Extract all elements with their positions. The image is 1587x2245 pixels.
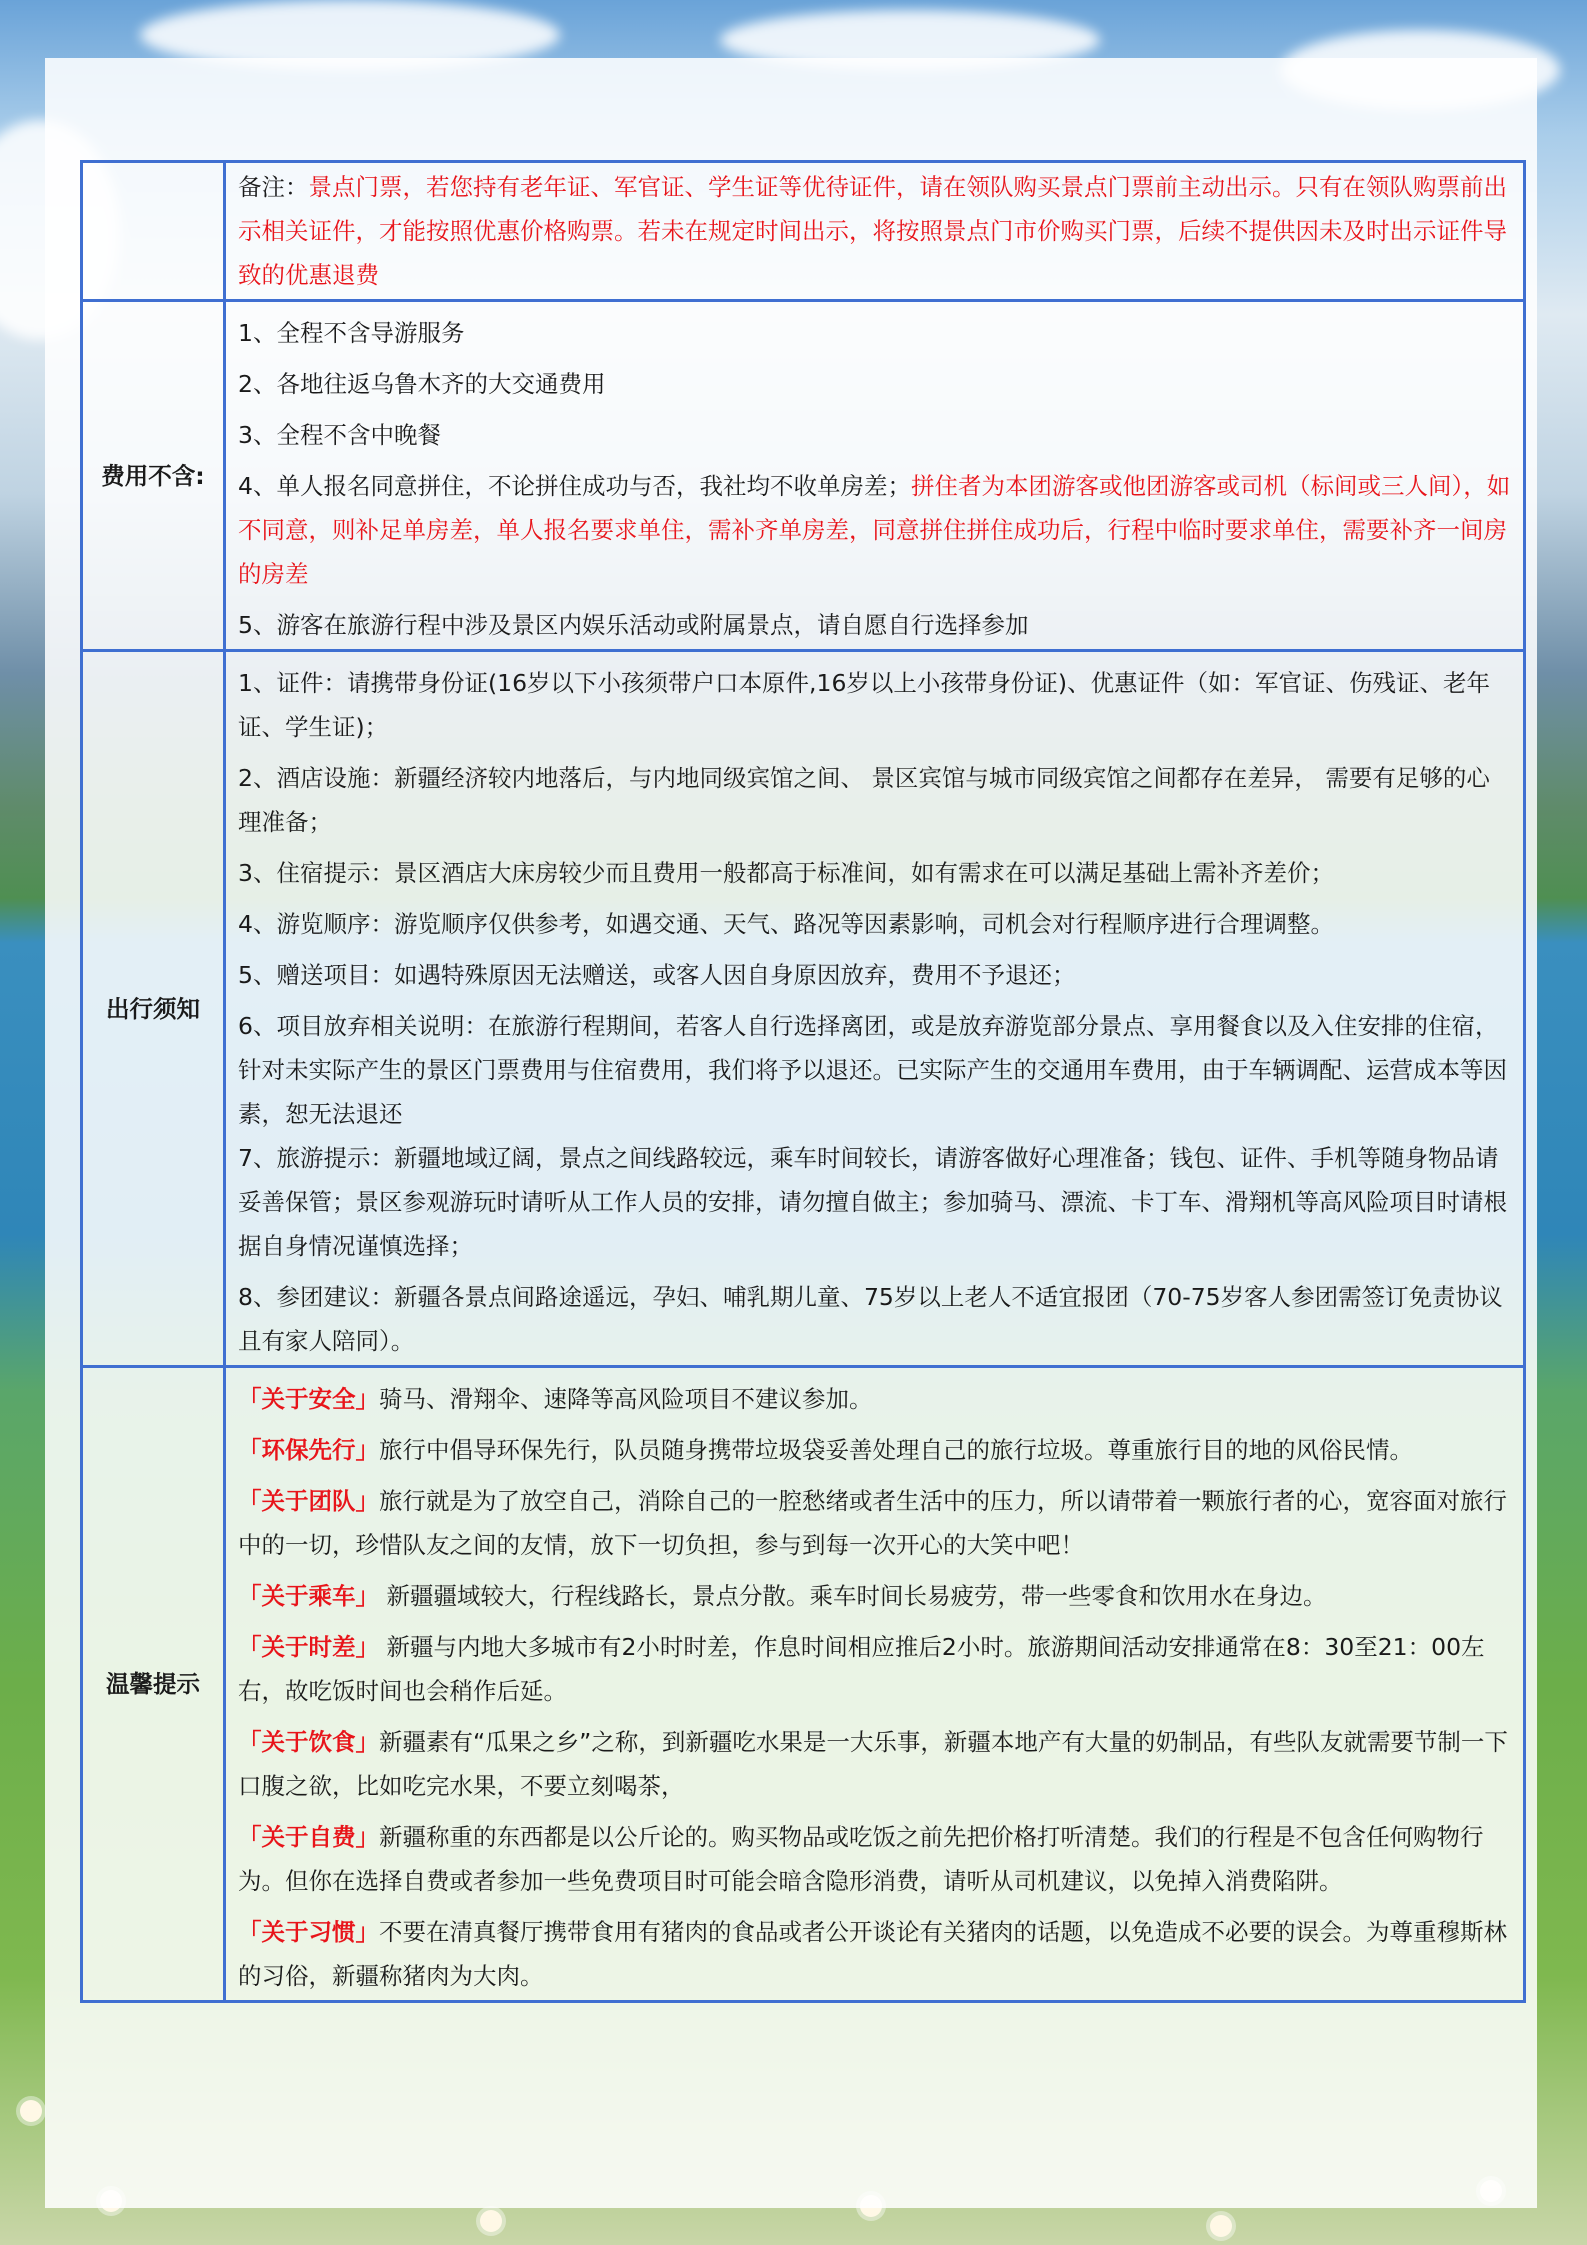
tip-item [238,1720,1513,1808]
remark-category-cell [82,162,225,301]
background-flower [20,2100,42,2122]
tip-tag: 「关于安全」 [238,1385,379,1413]
notice-item: 5、赠送项目：如遇特殊原因无法赠送，或客人因自身原因放弃，费用不予退还； [238,961,1076,989]
notice-item: 6、项目放弃相关说明：在旅游行程期间，若客人自行选择离团，或是放弃游览部分景点、享用餐食以及入住安排的住宿，针对未实际产生的景区门票费用与住宿费用，我们将予以退还。已实际产生的交通用车费用，由于车辆调配、运营成本等因素，恕无法退还 [238,1012,1507,1128]
remark-row [82,162,1525,301]
excluded-row [82,301,1525,651]
notice-row [82,651,1525,1367]
background-flower [480,2210,502,2232]
tip-tag: 「关于自费」 [238,1823,379,1851]
excluded-item-4-red: 拼住者为本团游客或他团游客或司机（标间或三人间），如不同意，则补足单房差，单人报名要求单住，需补齐单房差，同意拼住拼住成功后，行程中临时要求单住，需要补齐一间房的房差 [238,472,1511,588]
notice-item: 7、旅游提示：新疆地域辽阔，景点之间线路较远，乘车时间较长，请游客做好心理准备；钱包、证件、手机等随身物品请妥善保管；景区参观游玩时请听从工作人员的安排，请勿擅自做主；参加骑马、漂流、卡丁车、滑翔机等高风险项目时请根据自身情况谨慎选择； [238,1144,1507,1260]
tip-text: 新疆与内地大多城市有2小时时差，作息时间相应推后2小时。旅游期间活动安排通常在8：30至21：00左右，故吃饭时间也会稍作后延。 [238,1633,1485,1705]
tip-text: 不要在清真餐厅携带食用有猪肉的食品或者公开谈论有关猪肉的话题，以免造成不必要的误会。为尊重穆斯林的习俗，新疆称猪肉为大肉。 [238,1918,1507,1990]
tip-item [238,1815,1513,1903]
travel-info-table [80,160,1526,2003]
notice-category: 出行须知 [82,651,225,1367]
excluded-category: 费用不含: [82,301,225,651]
tips-content [225,1367,1525,2002]
tip-tag: 「关于饮食」 [238,1728,379,1756]
tip-text: 骑马、滑翔伞、速降等高风险项目不建议参加。 [379,1385,873,1413]
excluded-item: 2、各地往返乌鲁木齐的大交通费用 [238,370,606,398]
excluded-item: 1、全程不含导游服务 [238,319,465,347]
remark-label: 备注： [238,173,309,201]
background-flower [1210,2215,1232,2237]
tip-tag: 「关于团队」 [238,1487,379,1515]
tip-item [238,1377,1513,1421]
tip-item [238,1479,1513,1567]
notice-item: 3、住宿提示：景区酒店大床房较少而且费用一般都高于标准间，如有需求在可以满足基础上需补齐差价； [238,859,1334,887]
remark-content [225,162,1525,301]
remark-text: 景点门票，若您持有老年证、军官证、学生证等优待证件，请在领队购买景点门票前主动出示。只有在领队购票前出示相关证件，才能按照优惠价格购票。若未在规定时间出示，将按照景点门市价购买门票，后续不提供因未及时出示证件导致的优惠退费 [238,173,1507,289]
notice-item: 4、游览顺序：游览顺序仅供参考，如遇交通、天气、路况等因素影响，司机会对行程顺序进行合理调整。 [238,910,1334,938]
tip-item [238,1428,1513,1472]
tip-item [238,1910,1513,1998]
tips-category: 温馨提示 [82,1367,225,2002]
excluded-item-4 [238,464,1513,596]
tip-tag: 「关于乘车」 [238,1582,379,1610]
notice-content [225,651,1525,1367]
tip-text: 旅行中倡导环保先行，队员随身携带垃圾袋妥善处理自己的旅行垃圾。尊重旅行目的地的风俗民情。 [379,1436,1413,1464]
tip-text: 新疆素有“瓜果之乡”之称，到新疆吃水果是一大乐事，新疆本地产有大量的奶制品，有些队友就需要节制一下口腹之欲，比如吃完水果，不要立刻喝茶， [238,1728,1508,1800]
tip-tag: 「关于时差」 [238,1633,379,1661]
tips-row [82,1367,1525,2002]
notice-item: 1、证件：请携带身份证(16岁以下小孩须带户口本原件,16岁以上小孩带身份证)、优惠证件（如：军官证、伤残证、老年证、学生证)； [238,669,1491,741]
excluded-item: 5、游客在旅游行程中涉及景区内娱乐活动或附属景点，请自愿自行选择参加 [238,611,1029,639]
tip-tag: 「环保先行」 [238,1436,379,1464]
tip-text: 新疆称重的东西都是以公斤论的。购买物品或吃饭之前先把价格打听清楚。我们的行程是不包含任何购物行为。但你在选择自费或者参加一些免费项目时可能会暗含隐形消费，请听从司机建议，以免掉入消费陷阱。 [238,1823,1484,1895]
excluded-item-4-normal: 4、单人报名同意拼住，不论拼住成功与否，我社均不收单房差； [238,472,911,500]
tip-item [238,1574,1513,1618]
tip-tag: 「关于习惯」 [238,1918,379,1946]
excluded-item: 3、全程不含中晚餐 [238,421,441,449]
excluded-content [225,301,1525,651]
notice-item: 8、参团建议：新疆各景点间路途遥远，孕妇、哺乳期儿童、75岁以上老人不适宜报团（70-75岁客人参团需签订免责协议且有家人陪同）。 [238,1283,1503,1355]
tip-item [238,1625,1513,1713]
tip-text: 新疆疆域较大，行程线路长，景点分散。乘车时间长易疲劳，带一些零食和饮用水在身边。 [379,1582,1327,1610]
notice-item: 2、酒店设施：新疆经济较内地落后，与内地同级宾馆之间、 景区宾馆与城市同级宾馆之间都存在差异， 需要有足够的心理准备； [238,764,1490,836]
tip-text: 旅行就是为了放空自己，消除自己的一腔愁绪或者生活中的压力，所以请带着一颗旅行者的心，宽容面对旅行中的一切，珍惜队友之间的友情，放下一切负担，参与到每一次开心的大笑中吧！ [238,1487,1507,1559]
